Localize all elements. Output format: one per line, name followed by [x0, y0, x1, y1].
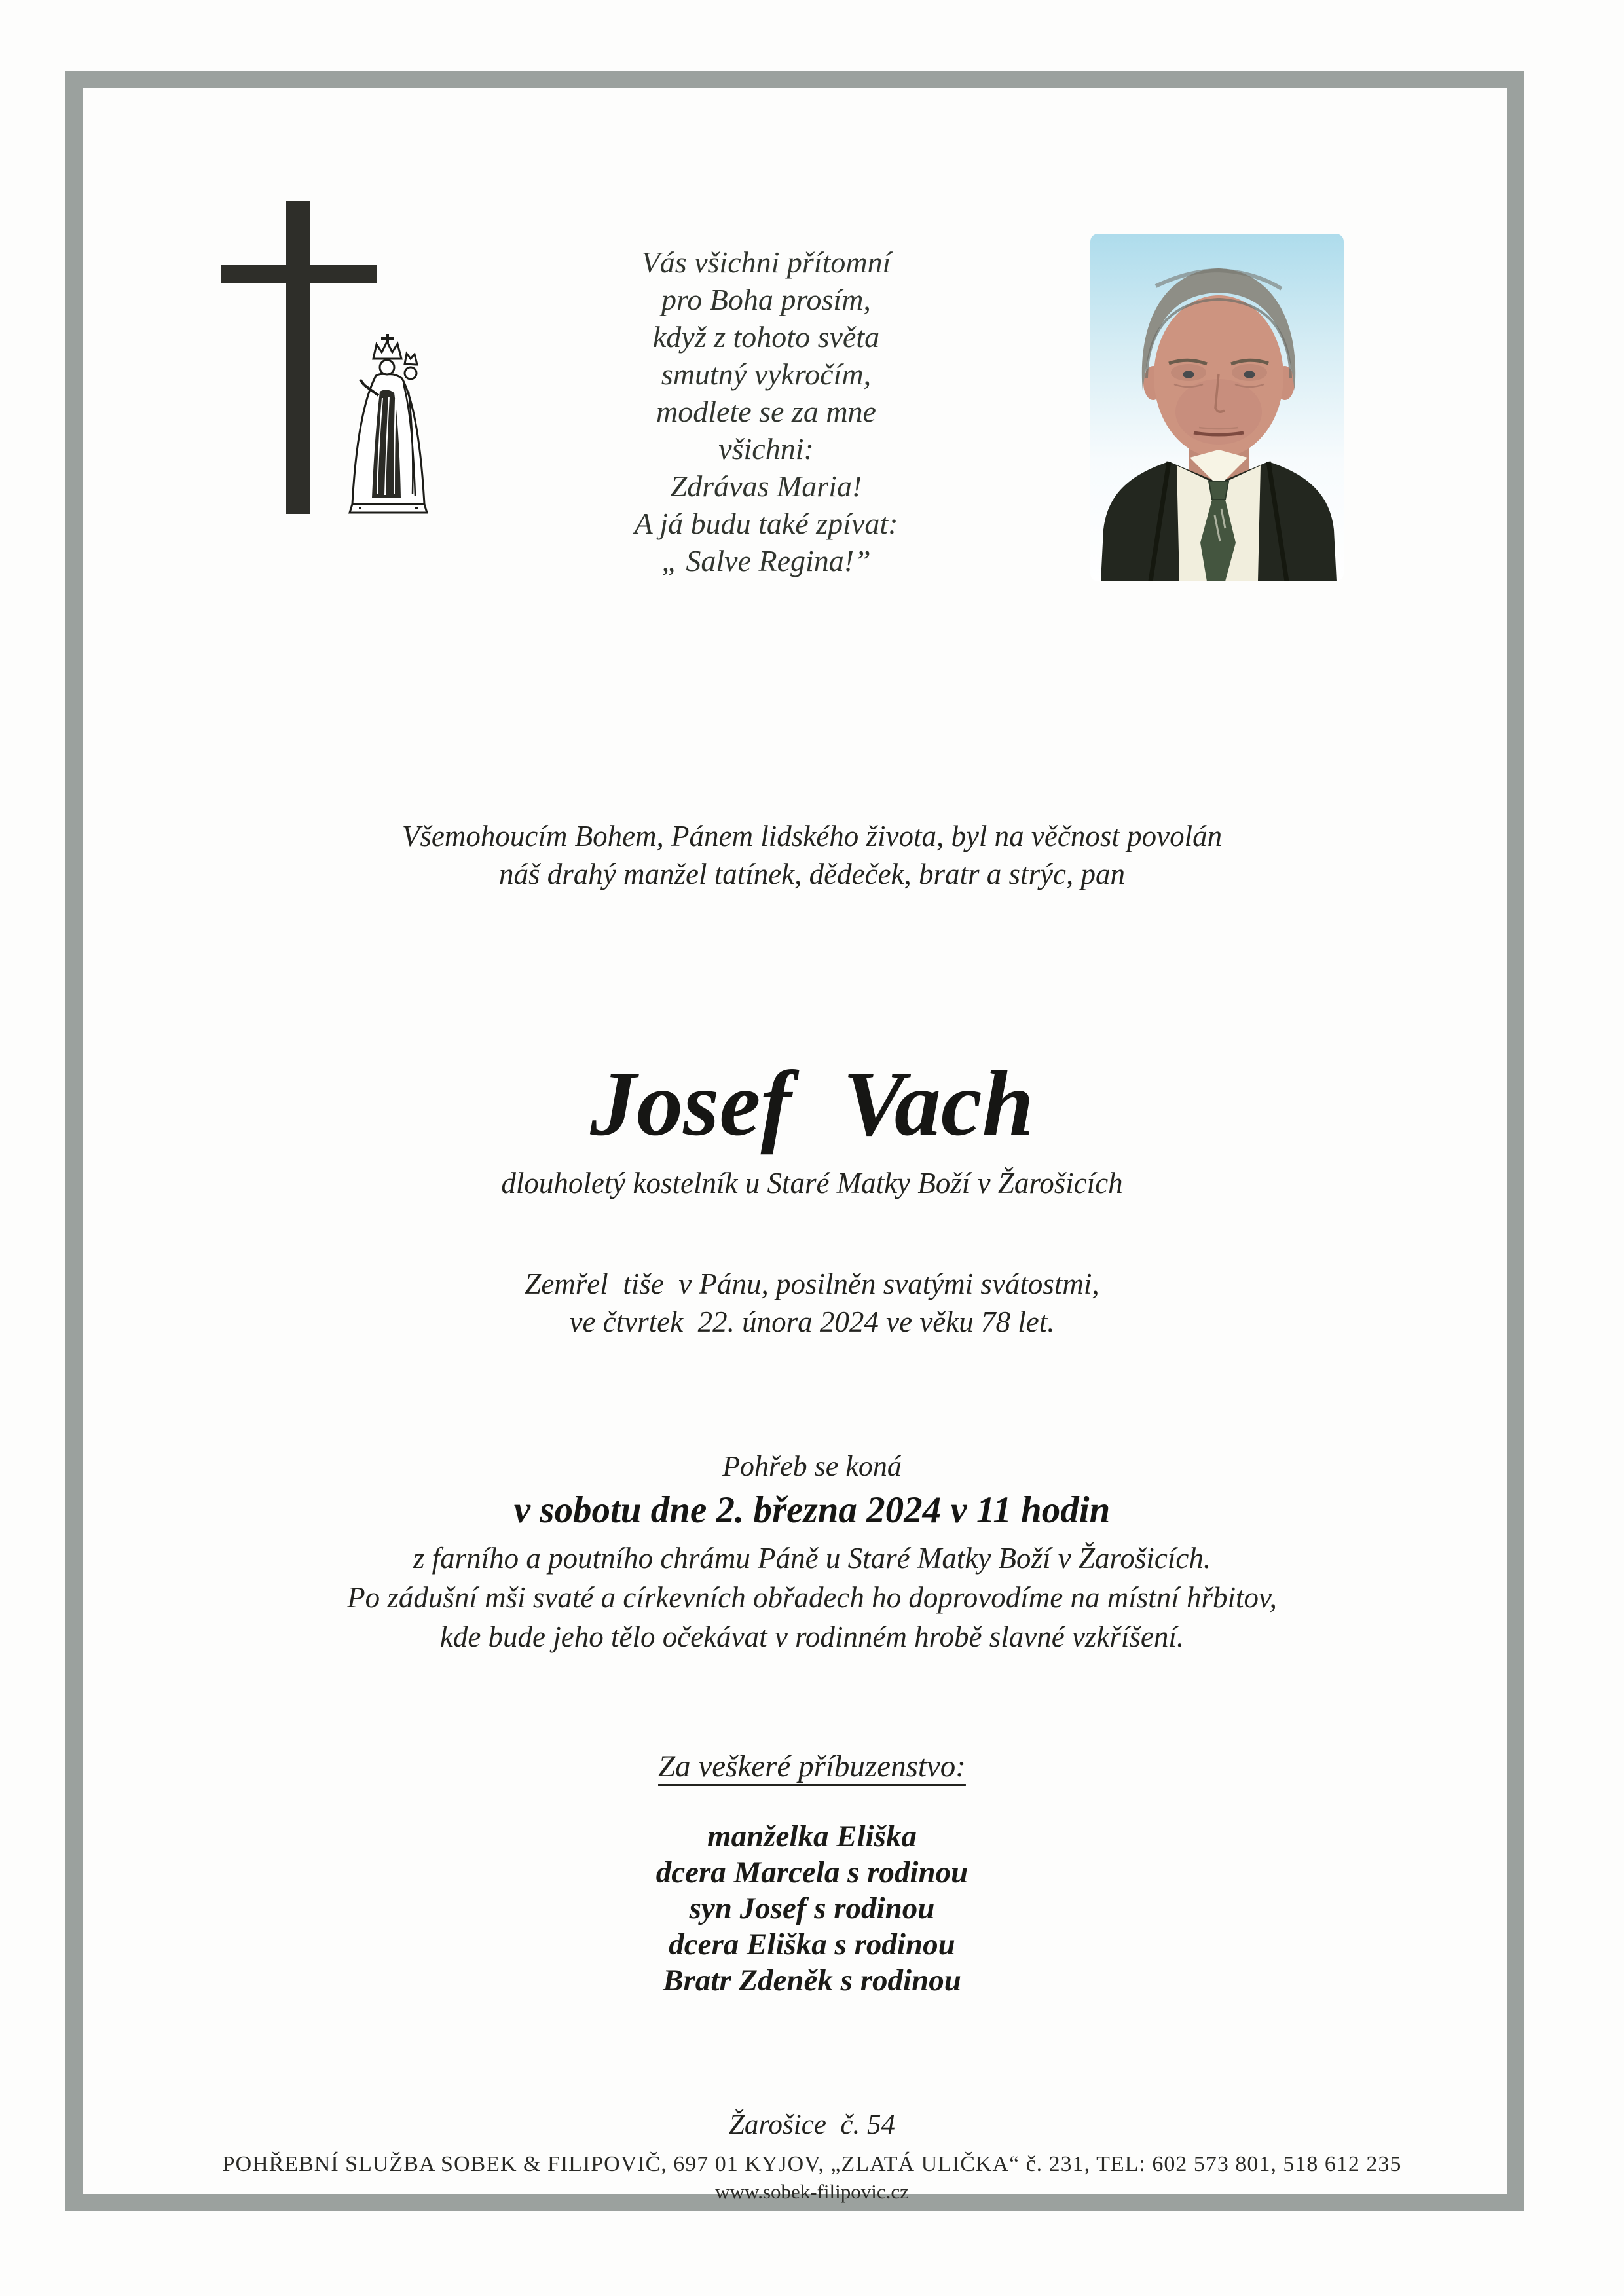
- prayer-poem: [563, 244, 969, 579]
- announcement-line: náš drahý manžel tatínek, dědeček, bratr a strýc, pan: [498, 858, 1126, 890]
- cross-icon: [286, 201, 310, 514]
- madonna-with-child-icon: [339, 333, 437, 516]
- footer-website: www.sobek-filipovic.cz: [715, 2180, 909, 2203]
- footer-address: Žarošice č. 54: [729, 2109, 895, 2140]
- mourners-heading: Za veškeré příbuzenstvo:: [658, 1749, 966, 1783]
- mourner-name: Bratr Zdeněk s rodinou: [663, 1963, 961, 1997]
- poem-line: modlete se za mne: [656, 395, 876, 428]
- funeral-detail-line: z farního a poutního chrámu Páně u Staré Matky Boží v Žarošicích.: [413, 1542, 1211, 1575]
- death-line: ve čtvrtek 22. února 2024 ve věku 78 let.: [569, 1305, 1055, 1338]
- deceased-photo: [1090, 234, 1344, 581]
- poem-line: když z tohoto světa: [652, 320, 880, 354]
- poem-line: Vás všichni přítomní: [641, 246, 891, 279]
- funeral-datetime: v sobotu dne 2. března 2024 v 11 hodin: [513, 1489, 1111, 1531]
- announcement-intro: [85, 817, 1539, 893]
- announcement-line: Všemohoucím Bohem, Pánem lidského života, byl na věčnost povolán: [401, 820, 1223, 852]
- death-statement: [85, 1265, 1539, 1341]
- footer-funeral-home: POHŘEBNÍ SLUŽBA SOBEK & FILIPOVIČ, 697 01 KYJOV, „ZLATÁ ULIČKA“ č. 231, TEL: 602 573 801, 518 612 235: [222, 2152, 1402, 2176]
- deceased-name: Josef Vach: [590, 1051, 1034, 1155]
- funeral-detail-line: kde bude jeho tělo očekávat v rodinném hrobě slavné vzkříšení.: [439, 1620, 1185, 1653]
- poem-line: A já budu také zpívat:: [634, 507, 898, 540]
- deceased-subtitle: dlouholetý kostelník u Staré Matky Boží v Žarošicích: [501, 1167, 1123, 1199]
- poem-line: pro Boha prosím,: [661, 283, 871, 316]
- funeral-detail-line: Po zádušní mši svaté a církevních obřadech ho doprovodíme na místní hřbitov,: [347, 1581, 1277, 1614]
- cross-icon: [221, 265, 377, 283]
- poem-line: „ Salve Regina!”: [661, 544, 871, 577]
- funeral-details: [85, 1539, 1539, 1656]
- mourner-name: syn Josef s rodinou: [689, 1891, 935, 1925]
- mourner-name: manželka Eliška: [707, 1819, 917, 1853]
- mourner-name: dcera Eliška s rodinou: [669, 1927, 955, 1961]
- poem-line: smutný vykročím,: [661, 357, 872, 391]
- mourner-name: dcera Marcela s rodinou: [655, 1855, 969, 1889]
- mourners-list: [85, 1819, 1539, 1999]
- death-line: Zemřel tiše v Pánu, posilněn svatými svátostmi,: [525, 1267, 1099, 1300]
- funeral-intro: Pohřeb se koná: [722, 1450, 902, 1482]
- poem-line: Zdrávas Maria!: [670, 469, 862, 503]
- poem-line: všichni:: [718, 432, 814, 465]
